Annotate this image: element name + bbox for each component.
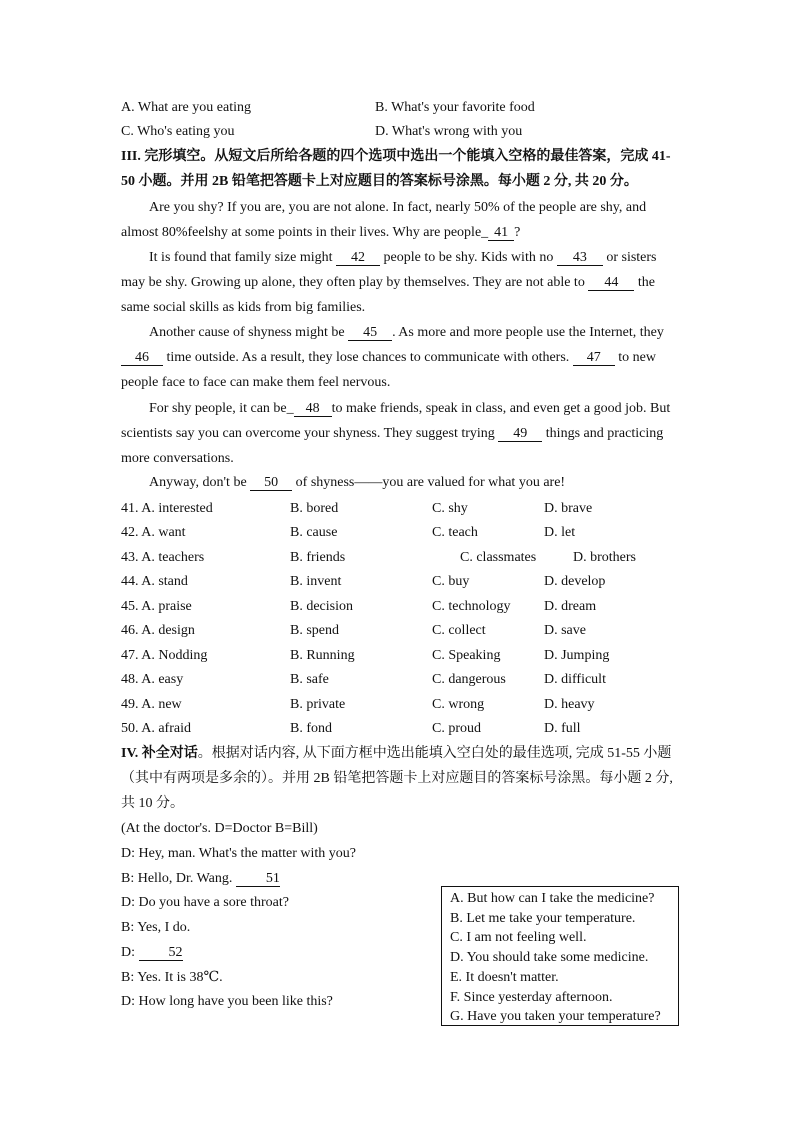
text: to make friends, speak in class, and even get a good job. But (331, 401, 671, 416)
passage-p2-line3: same social skills as kids from big families. (121, 300, 366, 315)
question-41-option-c: C. shy (432, 501, 468, 516)
question-45-option-c: C. technology (432, 599, 511, 614)
question-45-option-d: D. dream (544, 599, 597, 614)
section3-heading-label: III. 完形填空。 (121, 149, 215, 164)
question-48-option-c: C. dangerous (432, 672, 506, 687)
dialogue-line-6: B: Yes. It is 38℃. (121, 970, 223, 985)
text: It is found that family size might (149, 250, 337, 265)
text: B: Hello, Dr. Wang. (121, 871, 236, 886)
question-46-option-a: 46. A. design (121, 623, 195, 638)
question-44-option-b: B. invent (290, 574, 342, 589)
box-option-c: C. I am not feeling well. (450, 930, 587, 946)
box-option-f: F. Since yesterday afternoon. (450, 989, 613, 1005)
question-42-option-d: D. let (544, 525, 576, 540)
box-option-a: A. But how can I take the medicine? (450, 891, 655, 906)
question-41-option-a: 41. A. interested (121, 501, 213, 516)
question-49-option-b: B. private (290, 697, 346, 712)
blank-46: 46 (121, 351, 163, 366)
blank-52: 52 (139, 946, 183, 961)
question-50-option-a: 50. A. afraid (121, 721, 191, 736)
passage-p3-line3: people face to face can make them feel nervous. (121, 375, 391, 390)
dialogue-line-3: D: Do you have a sore throat? (121, 895, 289, 910)
text: may be shy. Growing up alone, they often play by themselves. They are not able to (121, 275, 589, 290)
question-48-option-a: 48. A. easy (121, 672, 184, 687)
text: the (634, 275, 655, 290)
text: D: (121, 945, 139, 960)
question-49-option-a: 49. A. new (121, 697, 182, 712)
question-46-option-d: D. save (544, 623, 586, 638)
section4-heading (121, 745, 671, 763)
dialogue-line-7: D: How long have you been like this? (121, 994, 333, 1009)
question-46-option-b: B. spend (290, 623, 339, 638)
passage-p4-line2 (121, 425, 663, 443)
question-49-option-d: D. heavy (544, 697, 595, 712)
prev-option-c: C. Who's eating you (121, 124, 235, 139)
question-47-option-c: C. Speaking (432, 648, 501, 663)
dialogue-line-4: B: Yes, I do. (121, 920, 191, 935)
section3-heading-line2: 50 小题。并用 2B 铅笔把答题卡上对应题目的答案标号涂黑。每小题 2 分, 共 20 分。 (121, 174, 638, 189)
question-42-option-b: B. cause (290, 525, 338, 540)
question-41-option-d: D. brave (544, 501, 593, 516)
prev-option-d: D. What's wrong with you (375, 124, 523, 139)
passage-p3-line1 (149, 324, 664, 342)
blank-41: 41 (488, 226, 514, 241)
question-42-option-c: C. teach (432, 525, 478, 540)
text: Another cause of shyness might be (149, 325, 349, 340)
question-43-option-c: C. classmates (460, 550, 537, 565)
question-45-option-a: 45. A. praise (121, 599, 192, 614)
question-43-option-a: 43. A. teachers (121, 550, 205, 565)
passage-p3-line2 (121, 349, 656, 367)
text: or sisters (602, 250, 657, 265)
text: ? (514, 225, 521, 240)
blank-43: 43 (557, 251, 603, 266)
section3-heading-instructions: 从短文后所给各题的四个选项中选出一个能填入空格的最佳答案，完成 41- (214, 149, 671, 164)
question-45-option-b: B. decision (290, 599, 353, 614)
question-47-option-d: D. Jumping (544, 648, 610, 663)
question-43-option-b: B. friends (290, 550, 346, 565)
passage-p4-line1 (149, 400, 670, 418)
box-option-g: G. Have you taken your temperature? (450, 1009, 661, 1025)
question-44-option-c: C. buy (432, 574, 470, 589)
blank-45: 45 (348, 326, 392, 341)
question-44-option-d: D. develop (544, 574, 606, 589)
question-48-option-d: D. difficult (544, 672, 606, 687)
text: of shyness——you are valued for what you are! (292, 475, 566, 490)
section3-heading (121, 148, 671, 166)
prev-option-b: B. What's your favorite food (375, 100, 535, 115)
blank-42: 42 (336, 251, 380, 266)
question-41-option-b: B. bored (290, 501, 339, 516)
question-43-option-d: D. brothers (573, 550, 636, 565)
passage-p1-line1: Are you shy? If you are, you are not alone. In fact, nearly 50% of the people are shy, and (149, 200, 647, 215)
dialogue-setting: (At the doctor's. D=Doctor B=Bill) (121, 821, 318, 836)
blank-44: 44 (588, 276, 634, 291)
text: almost 80%feelshy at some points in their lives. Why are people_ (121, 225, 489, 240)
blank-51: 51 (236, 872, 280, 887)
question-46-option-c: C. collect (432, 623, 486, 638)
question-49-option-c: C. wrong (432, 697, 485, 712)
text: people to be shy. Kids with no (380, 250, 557, 265)
section4-heading-line3: 共 10 分。 (121, 796, 184, 811)
passage-p2-line1 (149, 249, 657, 267)
passage-p2-line2 (121, 274, 655, 292)
section4-heading-line2: （其中有两项是多余的）。并用 2B 铅笔把答题卡上对应题目的答案标号涂黑。每小题 2 分, (121, 771, 673, 786)
box-option-b: B. Let me take your temperature. (450, 910, 636, 926)
dialogue-options-box (441, 886, 679, 1026)
passage-p4-line3: more conversations. (121, 451, 234, 466)
question-50-option-b: B. fond (290, 721, 332, 736)
blank-50: 50 (250, 476, 292, 491)
box-option-e: E. It doesn't matter. (450, 969, 559, 985)
text: to new (614, 350, 657, 365)
blank-49: 49 (498, 427, 542, 442)
blank-48: 48 (294, 402, 332, 417)
dialogue-line-5 (121, 944, 183, 962)
dialogue-line-1: D: Hey, man. What's the matter with you? (121, 846, 357, 861)
question-48-option-b: B. safe (290, 672, 329, 687)
text: Anyway, don't be (149, 475, 251, 490)
text: things and practicing (542, 426, 664, 441)
question-44-option-a: 44. A. stand (121, 574, 188, 589)
text: scientists say you can overcome your shyness. They suggest trying (121, 426, 499, 441)
section4-heading-label: IV. 补全对话 (121, 746, 198, 761)
question-47-option-a: 47. A. Nodding (121, 648, 208, 663)
prev-option-a: A. What are you eating (121, 100, 251, 115)
dialogue-line-2 (121, 870, 280, 888)
text: For shy people, it can be_ (149, 401, 294, 416)
question-47-option-b: B. Running (290, 648, 355, 663)
question-50-option-d: D. full (544, 721, 581, 736)
text: time outside. As a result, they lose chances to communicate with others. (163, 350, 573, 365)
text: . As more and more people use the Internet, they (392, 325, 664, 340)
question-42-option-a: 42. A. want (121, 525, 186, 540)
section4-heading-instructions: 。根据对话内容, 从下面方框中选出能填入空白处的最佳选项, 完成 51-55 小题 (197, 746, 672, 761)
passage-p5-line1 (149, 474, 565, 492)
question-50-option-c: C. proud (432, 721, 481, 736)
passage-p1-line2 (121, 224, 520, 242)
box-option-d: D. You should take some medicine. (450, 950, 649, 966)
blank-47: 47 (573, 351, 615, 366)
